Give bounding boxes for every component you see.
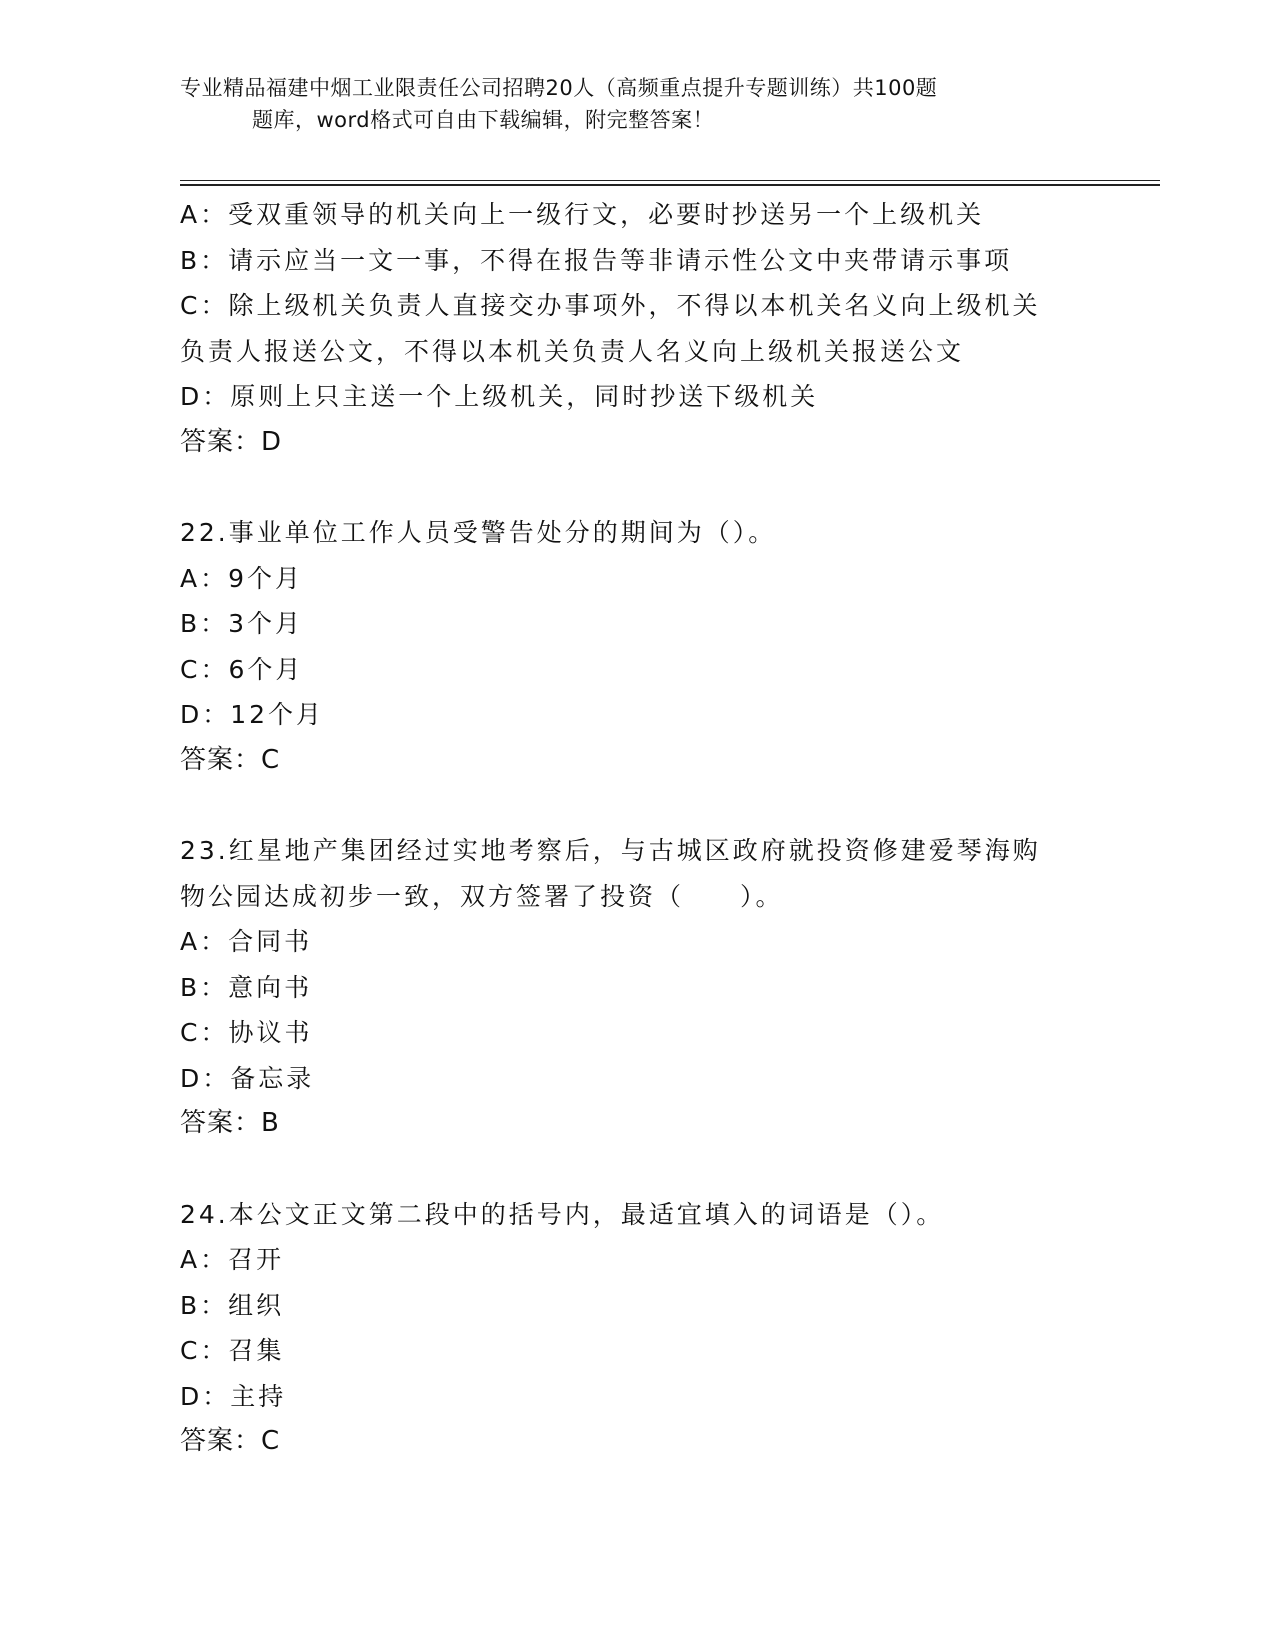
spacer [180, 465, 1080, 510]
question-stem: 23.红星地产集团经过实地考察后，与古城区政府就投资修建爱琴海购 [180, 836, 1041, 865]
option-b: B：意向书 [180, 972, 313, 1002]
option-d: D：原则上只主送一个上级机关，同时抄送下级机关 [180, 382, 819, 411]
question-stem-continued: 物公园达成初步一致，双方签署了投资（ ）。 [180, 881, 784, 911]
option-b: B：请示应当一文一事，不得在报告等非请示性公文中夹带请示事项 [180, 245, 1013, 275]
question-stem: 24.本公文正文第二段中的括号内，最适宜填入的词语是（）。 [180, 1199, 945, 1229]
header-title-line-1: 专业精品福建中烟工业限责任公司招聘20人（高频重点提升专题训练）共100题 [180, 76, 938, 100]
answer-label: 答案：D [180, 426, 283, 457]
answer-label: 答案：C [180, 1426, 281, 1456]
option-b: B：组织 [180, 1290, 285, 1320]
spacer [180, 783, 1080, 828]
question-23 [180, 828, 1080, 1147]
option-c: C：召集 [180, 1336, 285, 1365]
question-24 [180, 1192, 1080, 1465]
option-d: D：主持 [180, 1381, 287, 1411]
option-a: A：召开 [180, 1245, 285, 1274]
question-21 [180, 192, 1080, 465]
question-22 [180, 510, 1080, 783]
option-d: D：12个月 [180, 700, 325, 729]
header-divider-thick [180, 184, 1160, 186]
page-header [180, 72, 1080, 136]
option-c: C：6个月 [180, 654, 304, 684]
question-list [180, 192, 1080, 1465]
answer-label: 答案：C [180, 744, 281, 775]
header-divider-thin [180, 180, 1160, 181]
header-title-line-2: 题库，word格式可自由下载编辑，附完整答案！ [252, 108, 715, 132]
option-c: C：协议书 [180, 1018, 313, 1047]
option-a: A：9个月 [180, 563, 304, 593]
question-stem: 22.事业单位工作人员受警告处分的期间为（）。 [180, 518, 777, 547]
option-c: C：除上级机关负责人直接交办事项外，不得以本机关名义向上级机关 [180, 291, 1041, 320]
option-b: B：3个月 [180, 609, 304, 638]
option-d: D：备忘录 [180, 1063, 315, 1093]
option-a: A：受双重领导的机关向上一级行文，必要时抄送另一个上级机关 [180, 200, 985, 229]
answer-label: 答案：B [180, 1108, 280, 1138]
option-a: A：合同书 [180, 927, 313, 956]
option-c-continued: 负责人报送公文，不得以本机关负责人名义向上级机关报送公文 [180, 336, 965, 366]
spacer [180, 1147, 1080, 1192]
